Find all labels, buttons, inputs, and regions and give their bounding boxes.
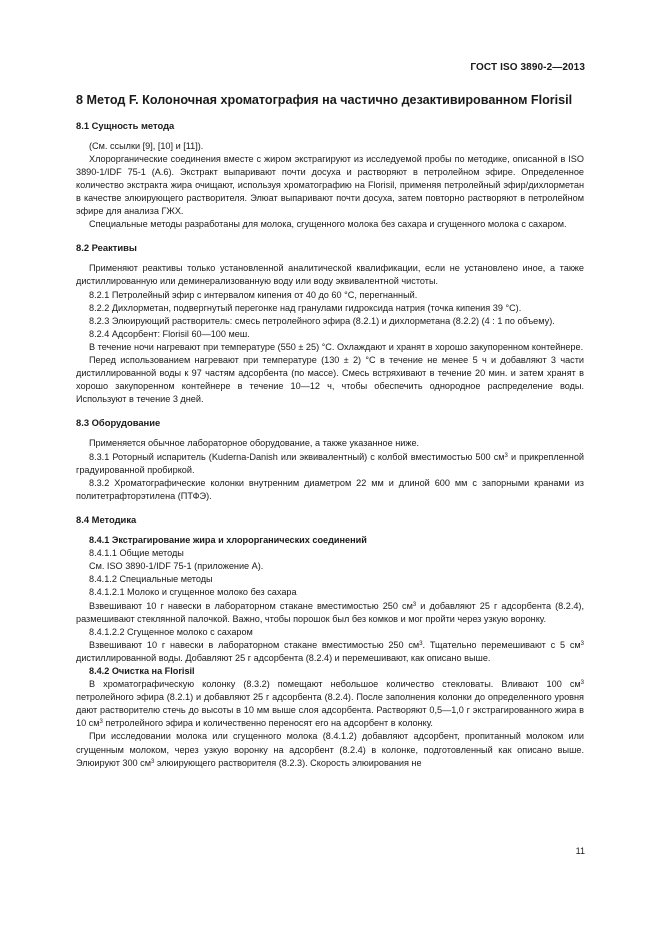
paragraph: 8.2.1 Петролейный эфир с интервалом кипения от 40 до 60 °С, перегнанный.	[89, 289, 418, 300]
paragraph: 8.4.1.2.2 Сгущенное молоко с сахаром	[89, 626, 253, 637]
paragraph: 8.2.2 Дихлорметан, подвергнутый перегонке над гранулами гидроксида натрия (точка кипения 39 °С).	[89, 302, 522, 313]
section-8-3-heading: 8.3 Оборудование	[76, 417, 161, 429]
section-8-2-heading: 8.2 Реактивы	[76, 242, 137, 254]
section-8-4-heading: 8.4 Методика	[76, 513, 137, 525]
paragraph: 8.3.2 Хроматографические колонки внутренним диаметром 22 мм и длиной 600 мм с запорными кранами из политетрафторэтилена (ПТФЭ).	[76, 477, 584, 501]
paragraph: В хроматографическую колонку (8.3.2) помещают небольшое количество стекловаты. Вливают 100 $см^3$ петролейного эфира (8.2.1) и добавляют 25 г адсорбента (8.2.4). После заполнения колонки до определенного уровня дают растворителю стечь до высоты в 10 мм выше слоя адсорбента. Растворяют 0,5—1,0 г экстрагированного жира в 10 $см^3$ петролейного эфира и количественно переносят его на адсорбент в колонку.	[76, 679, 584, 729]
paragraph: 8.4.1.2.1 Молоко и сгущенное молоко без сахара	[89, 587, 297, 598]
paragraph: См. ISO 3890-1/IDF 75-1 (приложение А).	[89, 561, 264, 572]
paragraph: 8.4.1.1 Общие методы	[89, 548, 184, 559]
paragraph: Взвешивают 10 г навески в лабораторном стакане вместимостью 250 $см^3$ и добавляют 25 г адсорбента (8.2.4), размешивают стеклянной палочкой. Важно, чтобы порошок был без комков и мог пройти через узкую воронку.	[76, 600, 585, 624]
subsection-8-4-2-heading: 8.4.2 Очистка на Florisil	[89, 665, 195, 676]
page-body	[76, 93, 584, 770]
paragraph: Взвешивают 10 г навески в лабораторном стакане вместимостью 250 $см^3$. Тщательно перемешивают с 5 $см^3$ дистиллированной воды. Добавляют 25 г адсорбента (8.2.4) и перемешивают, как описано выше.	[76, 639, 585, 663]
page-number: 11	[575, 846, 585, 856]
paragraph: 8.3.1 Роторный испаритель (Kuderna-Danish или эквивалентный) с колбой вместимостью 500 $см^3$ и прикрепленной градуированной пробиркой.	[76, 451, 584, 475]
paragraph: Специальные методы разработаны для молока, сгущенного молока без сахара и сгущенного молока с сахаром.	[89, 219, 567, 230]
section-8-1-heading: 8.1 Сущность метода	[76, 119, 175, 131]
paragraph: Применяют реактивы только установленной аналитической квалификации, если не установлено иное, а также дистиллированную или деминерализованную воду или воду эквивалентной чистоты.	[76, 263, 584, 287]
paragraph: При исследовании молока или сгущенного молока (8.4.1.2) добавляют адсорбент, пропитанный молоком или сгущенным молоком, через узкую воронку на адсорбент (8.2.4) в колонке, подготовленный как описано выше. Элюируют 300 $см^3$ элюирующего растворителя (8.2.3). Скорость элюирования не	[76, 731, 584, 768]
paragraph: Применяется обычное лабораторное оборудование, а также указанное ниже.	[89, 438, 420, 449]
paragraph: Перед использованием нагревают при температуре (130 ± 2) °С в течение не менее 5 ч и добавляют 3 части дистиллированной воды к 97 частям адсорбента (по массе). Смесь встряхивают в течение 20 мин. и затем хранят в хорошо закупоренном контейнере в течение 10—12 ч, чтобы обеспечить однородное распределение воды. Используют в течение 3 дней.	[76, 355, 584, 405]
paragraph: 8.2.3 Элюирующий растворитель: смесь петролейного эфира (8.2.1) и дихлорметана (8.2.2) (4 : 1 по объему).	[89, 315, 555, 326]
paragraph: В течение ночи нагревают при температуре (550 ± 25) °С. Охлаждают и хранят в хорошо закупоренном контейнере.	[89, 341, 584, 352]
paragraph: Хлорорганические соединения вместе с жиром экстрагируют из исследуемой пробы по методике, описанной в ISO 3890-1/IDF 75-1 (А.6). Экстракт выпаривают почти досуха и растворяют в петролейном эфире. Определенное количество экстракта жира очищают, используя хроматографию на Florisil, применяя петролейный эфир/дихлорметан в качестве элюирующего растворителя. Элюат выпаривают почти досуха, затем повторно растворяют в петролейном эфире для анализа ГЖХ.	[76, 153, 584, 217]
paragraph: 8.4.1.2 Специальные методы	[89, 574, 213, 585]
paragraph: 8.2.4 Адсорбент: Florisil 60—100 меш.	[89, 328, 250, 339]
section-8-title: 8 Метод F. Колоночная хроматография на частично дезактивированном Florisil	[76, 93, 573, 107]
paragraph: (См. ссылки [9], [10] и [11]).	[89, 140, 204, 151]
standard-header: ГОСТ ISO 3890-2—2013	[470, 62, 585, 73]
subsection-8-4-1-heading: 8.4.1 Экстрагирование жира и хлорорганических соединений	[89, 535, 367, 546]
